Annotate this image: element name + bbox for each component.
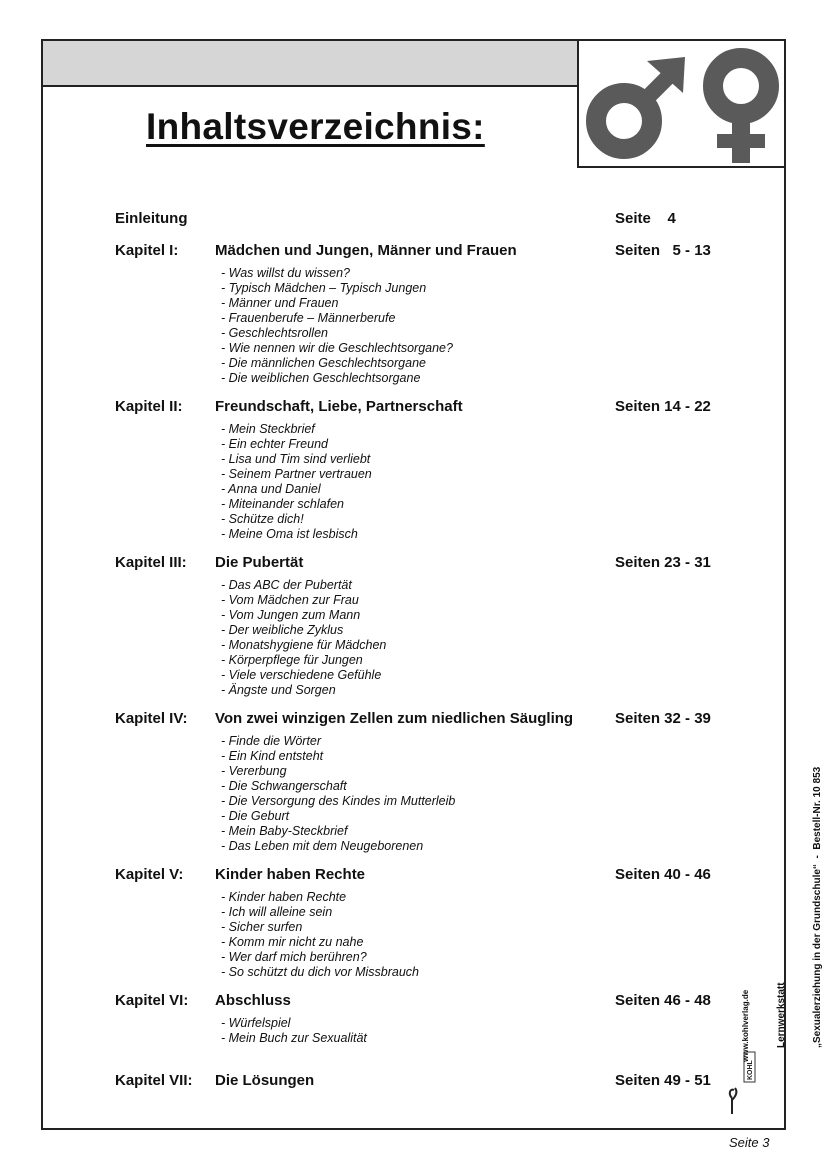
toc-topic-item: - Mein Buch zur Sexualität bbox=[221, 1031, 367, 1045]
toc-topic-item: - Männer und Frauen bbox=[221, 296, 339, 310]
toc-topic-item: - Vom Jungen zum Mann bbox=[221, 608, 361, 622]
toc-topic-item: - Das ABC der Pubertät bbox=[221, 578, 352, 592]
toc-chapter-label: Kapitel V: bbox=[115, 866, 184, 883]
toc-topic-list bbox=[221, 890, 735, 980]
toc-topic-item: - Die männlichen Geschlechtsorgane bbox=[221, 356, 426, 370]
toc-section bbox=[115, 554, 735, 698]
toc-section bbox=[115, 1072, 735, 1092]
toc-topic-list bbox=[221, 578, 735, 698]
toc-chapter-title: Die Lösungen bbox=[215, 1072, 315, 1089]
toc-page-range: Seite 4 bbox=[615, 210, 676, 227]
toc-chapter-label: Einleitung bbox=[115, 210, 188, 227]
toc-topic-item: - Würfelspiel bbox=[221, 1016, 291, 1030]
toc-chapter-label: Kapitel VI: bbox=[115, 992, 189, 1009]
side-caption-series: Lernwerkstatt bbox=[776, 982, 787, 1048]
gender-symbols-box bbox=[577, 39, 786, 168]
toc-topic-item: - Viele verschiedene Gefühle bbox=[221, 668, 382, 682]
toc-chapter-title: Die Pubertät bbox=[215, 554, 304, 571]
page-title: Inhaltsverzeichnis: bbox=[146, 106, 485, 147]
toc-heading-row bbox=[115, 554, 735, 574]
toc-heading-row bbox=[115, 1072, 735, 1092]
toc-topic-item: - Was willst du wissen? bbox=[221, 266, 350, 280]
toc-topic-item: - Finde die Wörter bbox=[221, 734, 322, 748]
toc-topic-item: - Lisa und Tim sind verliebt bbox=[221, 452, 371, 466]
table-of-contents bbox=[115, 210, 735, 1092]
toc-section bbox=[115, 210, 735, 230]
toc-page-range: Seiten 23 - 31 bbox=[615, 554, 711, 571]
toc-topic-item: - Wer darf mich berühren? bbox=[221, 950, 367, 964]
toc-heading-row bbox=[115, 210, 735, 230]
toc-chapter-label: Kapitel IV: bbox=[115, 710, 188, 727]
toc-topic-item: - Typisch Mädchen – Typisch Jungen bbox=[221, 281, 427, 295]
toc-chapter-label: Kapitel I: bbox=[115, 242, 179, 259]
toc-topic-item: - Die weiblichen Geschlechtsorgane bbox=[221, 371, 421, 385]
toc-topic-item: - Vererbung bbox=[221, 764, 287, 778]
toc-topic-list bbox=[221, 734, 735, 854]
toc-topic-item: - Seinem Partner vertrauen bbox=[221, 467, 372, 481]
toc-section bbox=[115, 398, 735, 542]
toc-topic-item: - Ich will alleine sein bbox=[221, 905, 333, 919]
toc-chapter-title: Kinder haben Rechte bbox=[215, 866, 366, 883]
toc-topic-item: - Miteinander schlafen bbox=[221, 497, 344, 511]
toc-page-range: Seiten 14 - 22 bbox=[615, 398, 711, 415]
publisher-name: KOHL bbox=[747, 1060, 754, 1080]
mars-icon bbox=[596, 57, 685, 149]
toc-topic-item: - Mein Baby-Steckbrief bbox=[221, 824, 348, 838]
side-caption-title: „Sexualerziehung in der Grundschule“ - Bestell-Nr. 10 853 bbox=[812, 766, 823, 1048]
toc-chapter-label: Kapitel III: bbox=[115, 554, 187, 571]
toc-section bbox=[115, 866, 735, 980]
toc-chapter-title: Abschluss bbox=[215, 992, 291, 1009]
toc-topic-item: - Die Geburt bbox=[221, 809, 290, 823]
toc-page-range: Seiten 40 - 46 bbox=[615, 866, 711, 883]
venus-icon bbox=[713, 58, 769, 163]
toc-topic-item: - Körperpflege für Jungen bbox=[221, 653, 363, 667]
toc-chapter-title: Von zwei winzigen Zellen zum niedlichen Säugling bbox=[215, 710, 574, 727]
toc-chapter-label: Kapitel VII: bbox=[115, 1072, 193, 1089]
toc-chapter-title: Mädchen und Jungen, Männer und Frauen bbox=[215, 242, 517, 259]
toc-topic-item: - Die Schwangerschaft bbox=[221, 779, 347, 793]
toc-topic-item: - Mein Steckbrief bbox=[221, 422, 315, 436]
header-bar bbox=[41, 39, 579, 87]
toc-topic-item: - Kinder haben Rechte bbox=[221, 890, 347, 904]
toc-topic-item: - Anna und Daniel bbox=[221, 482, 321, 496]
toc-heading-row bbox=[115, 710, 735, 730]
toc-topic-item: - Monatshygiene für Mädchen bbox=[221, 638, 387, 652]
toc-topic-item: - Frauenberufe – Männerberufe bbox=[221, 311, 396, 325]
toc-page-range: Seiten 49 - 51 bbox=[615, 1072, 711, 1089]
toc-section bbox=[115, 710, 735, 854]
toc-topic-item: - Schütze dich! bbox=[221, 512, 304, 526]
toc-heading-row bbox=[115, 992, 735, 1012]
toc-topic-item: - Das Leben mit dem Neugeborenen bbox=[221, 839, 424, 853]
toc-chapter-title: Freundschaft, Liebe, Partnerschaft bbox=[215, 398, 463, 415]
toc-heading-row bbox=[115, 398, 735, 418]
toc-heading-row bbox=[115, 866, 735, 886]
toc-topic-item: - Ein echter Freund bbox=[221, 437, 328, 451]
publisher-website: www.kohlverlag.de bbox=[741, 989, 750, 1062]
toc-topic-item: - Sicher surfen bbox=[221, 920, 303, 934]
toc-chapter-label: Kapitel II: bbox=[115, 398, 183, 415]
toc-topic-item: - Die Versorgung des Kindes im Mutterleib bbox=[221, 794, 456, 808]
toc-topic-item: - Ängste und Sorgen bbox=[221, 683, 336, 697]
toc-section bbox=[115, 992, 735, 1046]
toc-topic-item: - Komm mir nicht zu nahe bbox=[221, 935, 364, 949]
toc-topic-item: - Ein Kind entsteht bbox=[221, 749, 324, 763]
toc-page-range: Seiten 46 - 48 bbox=[615, 992, 711, 1009]
toc-topic-item: - Wie nennen wir die Geschlechtsorgane? bbox=[221, 341, 453, 355]
toc-section bbox=[115, 242, 735, 386]
toc-topic-item: - Vom Mädchen zur Frau bbox=[221, 593, 359, 607]
toc-topic-list bbox=[221, 1016, 735, 1046]
toc-page-range: Seiten 32 - 39 bbox=[615, 710, 711, 727]
toc-topic-list bbox=[221, 422, 735, 542]
side-caption bbox=[752, 718, 827, 1048]
toc-topic-item: - Der weibliche Zyklus bbox=[221, 623, 344, 637]
toc-topic-item: - Geschlechtsrollen bbox=[221, 326, 328, 340]
toc-page-range: Seiten 5 - 13 bbox=[615, 242, 711, 259]
page-number: Seite 3 bbox=[729, 1135, 770, 1150]
gender-symbols bbox=[579, 41, 788, 170]
toc-heading-row bbox=[115, 242, 735, 262]
toc-topic-item: - So schützt du dich vor Missbrauch bbox=[221, 965, 419, 979]
toc-topic-list bbox=[221, 266, 735, 386]
toc-topic-item: - Meine Oma ist lesbisch bbox=[221, 527, 358, 541]
